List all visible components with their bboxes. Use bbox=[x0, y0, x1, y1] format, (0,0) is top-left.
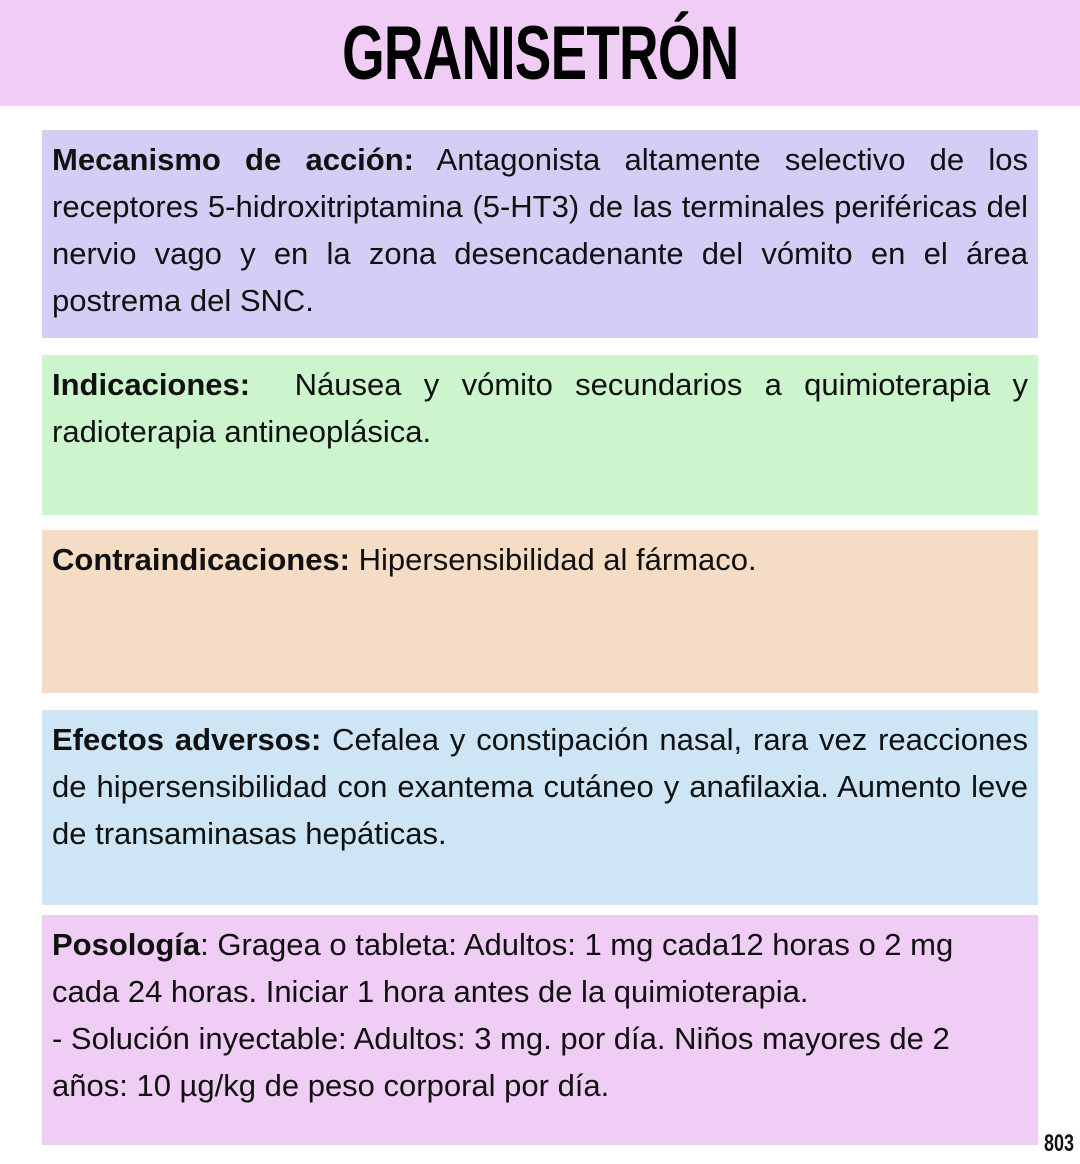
section-text: Cefalea y constipación nasal, rara vez reacciones de hipersensibilidad con exantema cutáneo y anafilaxia. Aumento leve de transaminasas hepáticas. bbox=[52, 722, 1028, 851]
page-title: GRANISETRÓN bbox=[341, 10, 739, 96]
title-banner bbox=[0, 0, 1080, 106]
section-text: : Gragea o tableta: Adultos: 1 mg cada12 horas o 2 mg cada 24 horas. Iniciar 1 hora antes de la quimioterapia. bbox=[52, 927, 954, 1009]
section-label: Indicaciones: bbox=[52, 367, 251, 402]
section-mechanism bbox=[42, 130, 1038, 338]
section-adverse-effects bbox=[42, 710, 1038, 905]
section-text-injectable: - Solución inyectable: Adultos: 3 mg. por día. Niños mayores de 2 años: 10 µg/kg de peso corporal por día. bbox=[52, 1021, 950, 1103]
section-label: Efectos adversos: bbox=[52, 722, 322, 757]
section-indications bbox=[42, 355, 1038, 515]
section-contraindications bbox=[42, 530, 1038, 693]
section-text: Antagonista altamente selectivo de los receptores 5-hidroxitriptamina (5-HT3) de las terminales periféricas del nervio vago y en la zona desencadenante del vómito en el área postrema del SNC. bbox=[52, 142, 1028, 318]
page-number: 803 bbox=[1043, 1130, 1074, 1157]
section-dosage bbox=[42, 915, 1038, 1145]
section-label: Posología bbox=[52, 927, 201, 962]
section-label: Contraindicaciones: bbox=[52, 542, 350, 577]
section-text: Hipersensibilidad al fármaco. bbox=[350, 542, 757, 577]
section-label: Mecanismo de acción: bbox=[52, 142, 414, 177]
section-text: Náusea y vómito secundarios a quimioterapia y radioterapia antineoplásica. bbox=[52, 367, 1037, 449]
